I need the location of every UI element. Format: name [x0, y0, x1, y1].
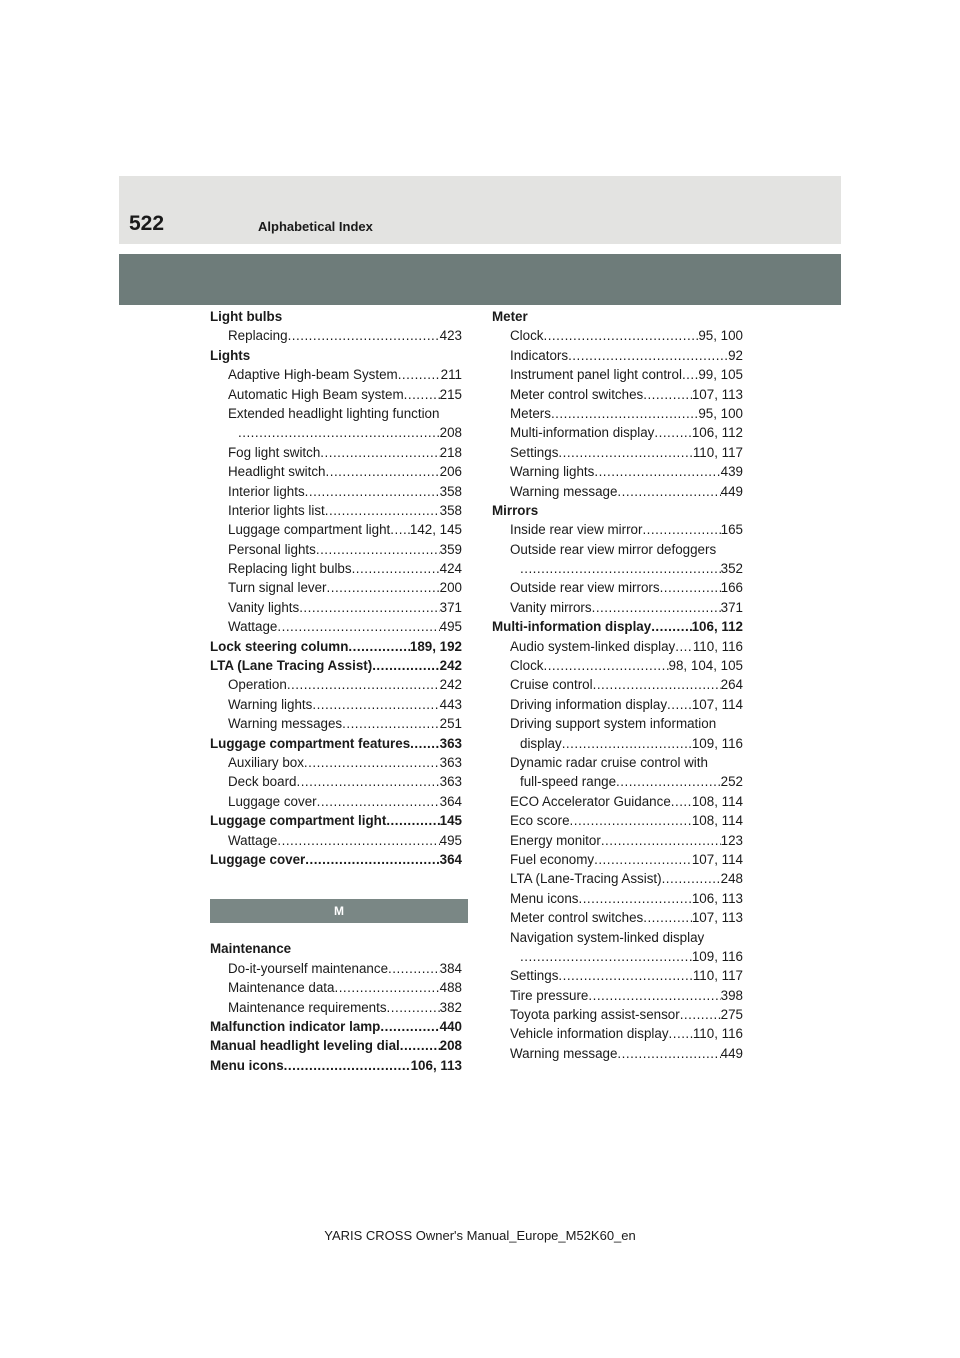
index-entry: Warning message ..... 449 [492, 1044, 743, 1063]
index-entry: Driving information display ..... 107, 114 [492, 695, 743, 714]
index-entry: Warning messages ..... 251 [210, 714, 462, 733]
index-entry: Vanity lights ..... 371 [210, 598, 462, 617]
index-entry: Settings ..... 110, 117 [492, 443, 743, 462]
index-entry: Audio system-linked display ..... 110, 116 [492, 637, 743, 656]
index-entry: Dynamic radar cruise control with [510, 754, 708, 770]
index-heading: Lights [210, 347, 251, 363]
index-entry: Automatic High Beam system ..... 215 [210, 385, 462, 404]
index-heading: Lock steering column ..... 189, 192 [210, 637, 462, 656]
index-entry: Extended headlight lighting function [228, 405, 440, 421]
index-entry: Meter control switches ..... 107, 113 [492, 908, 743, 927]
index-entry: Meters ..... 95, 100 [492, 404, 743, 423]
index-heading: Luggage compartment light ..... 145 [210, 811, 462, 830]
index-entry: Adaptive High-beam System ..... 211 [210, 365, 462, 384]
index-entry: Menu icons ..... 106, 113 [492, 889, 743, 908]
index-entry: Fog light switch ..... 218 [210, 443, 462, 462]
index-column-right [492, 307, 743, 1063]
index-entry: Interior lights ..... 358 [210, 482, 462, 501]
index-entry: Maintenance requirements ..... 382 [210, 998, 462, 1017]
index-heading: Malfunction indicator lamp ..... 440 [210, 1017, 462, 1036]
index-entry: Outside rear view mirrors ..... 166 [492, 578, 743, 597]
index-entry: Warning lights ..... 439 [492, 462, 743, 481]
index-heading: LTA (Lane Tracing Assist) ..... 242 [210, 656, 462, 675]
index-entry: Meter control switches ..... 107, 113 [492, 385, 743, 404]
index-heading: Maintenance [210, 941, 292, 957]
index-entry: Vehicle information display ..... 110, 116 [492, 1024, 743, 1043]
index-entry: Do-it-yourself maintenance ..... 384 [210, 959, 462, 978]
index-entry-continuation: ..... 109, 116 [492, 947, 743, 966]
index-entry: Wattage ..... 495 [210, 617, 462, 636]
index-entry: Fuel economy ..... 107, 114 [492, 850, 743, 869]
index-entry: Multi-information display ..... 106, 112 [492, 423, 743, 442]
index-entry-continuation: display ..... 109, 116 [492, 734, 743, 753]
index-entry: Replacing ..... 423 [210, 326, 462, 345]
index-entry: Vanity mirrors ..... 371 [492, 598, 743, 617]
index-entry-continuation: full-speed range ..... 252 [492, 772, 743, 791]
index-entry: Cruise control ..... 264 [492, 675, 743, 694]
index-entry: LTA (Lane-Tracing Assist) ..... 248 [492, 869, 743, 888]
index-heading: Mirrors [492, 502, 539, 518]
index-heading: Luggage compartment features ..... 363 [210, 734, 462, 753]
index-entry: Toyota parking assist-sensor ..... 275 [492, 1005, 743, 1024]
header-band [119, 176, 841, 244]
index-entry: Eco score ..... 108, 114 [492, 811, 743, 830]
index-entry: Personal lights ..... 359 [210, 540, 462, 559]
index-entry: Headlight switch ..... 206 [210, 462, 462, 481]
index-entry: Warning lights ..... 443 [210, 695, 462, 714]
index-entry: Clock ..... 95, 100 [492, 326, 743, 345]
index-entry: Energy monitor ..... 123 [492, 831, 743, 850]
index-entry: Turn signal lever ..... 200 [210, 578, 462, 597]
index-heading: Meter [492, 309, 528, 324]
index-entry: Luggage compartment light ..... 142, 145 [210, 520, 462, 539]
index-entry: Operation ..... 242 [210, 675, 462, 694]
index-heading: Luggage cover ..... 364 [210, 850, 462, 869]
index-heading: Multi-information display ..... 106, 112 [492, 617, 743, 636]
index-entry: Deck board ..... 363 [210, 772, 462, 791]
section-title: Alphabetical Index [258, 219, 373, 234]
index-entry: Maintenance data ..... 488 [210, 978, 462, 997]
index-entry: Instrument panel light control ..... 99, 105 [492, 365, 743, 384]
index-entry: ECO Accelerator Guidance ..... 108, 114 [492, 792, 743, 811]
footer-text: YARIS CROSS Owner's Manual_Europe_M52K60_en [324, 1228, 636, 1243]
page-number: 522 [129, 212, 165, 235]
index-entry: Clock ..... 98, 104, 105 [492, 656, 743, 675]
header-dark-band [119, 254, 841, 305]
index-column-left [210, 307, 462, 1075]
index-heading: Light bulbs [210, 309, 283, 324]
index-entry: Wattage ..... 495 [210, 831, 462, 850]
index-entry: Settings ..... 110, 117 [492, 966, 743, 985]
index-heading: Manual headlight leveling dial ..... 208 [210, 1036, 462, 1055]
index-entry: Luggage cover ..... 364 [210, 792, 462, 811]
index-entry: Replacing light bulbs ..... 424 [210, 559, 462, 578]
index-entry-continuation: ..... 208 [210, 423, 462, 442]
index-entry-continuation: ..... 352 [492, 559, 743, 578]
index-entry: Navigation system-linked display [510, 929, 705, 945]
index-entry: Warning message ..... 449 [492, 482, 743, 501]
index-entry: Interior lights list ..... 358 [210, 501, 462, 520]
index-entry: Indicators ..... 92 [492, 346, 743, 365]
index-entry: Inside rear view mirror ..... 165 [492, 520, 743, 539]
section-letter-bar: M [210, 899, 468, 923]
index-entry: Driving support system information [510, 716, 717, 732]
index-entry: Auxiliary box ..... 363 [210, 753, 462, 772]
index-entry: Outside rear view mirror defoggers [510, 541, 717, 557]
index-heading: Menu icons ..... 106, 113 [210, 1056, 462, 1075]
index-entry: Tire pressure ..... 398 [492, 986, 743, 1005]
